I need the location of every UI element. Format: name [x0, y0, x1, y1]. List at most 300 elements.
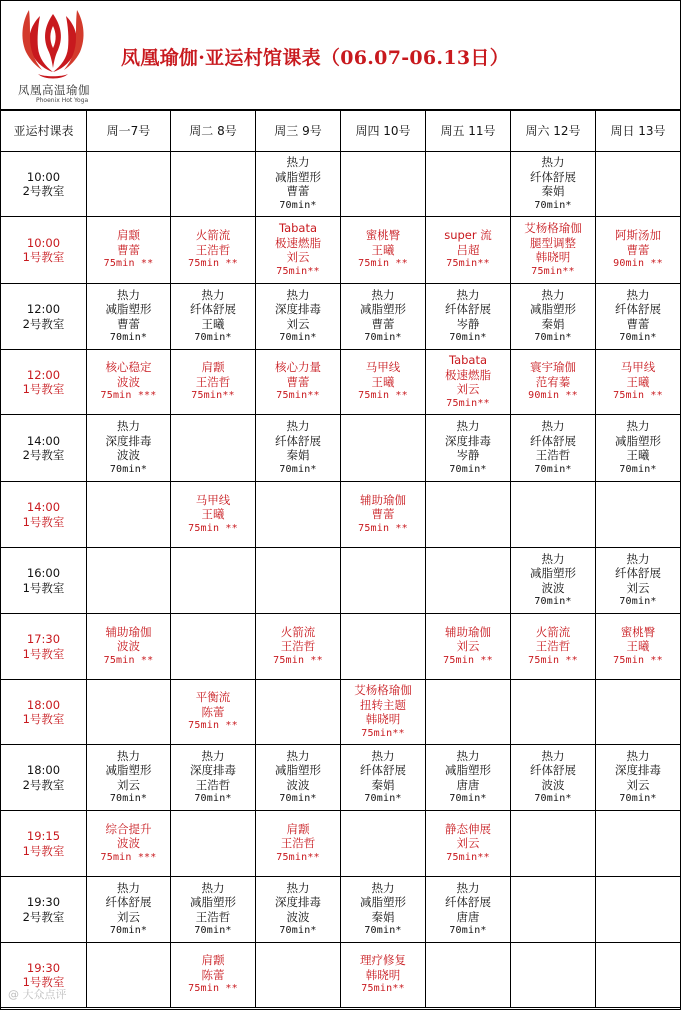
phoenix-logo-icon: [20, 6, 86, 82]
class-name-line: 热力: [201, 748, 225, 763]
class-name-line: 热力: [626, 287, 650, 302]
time-slot-cell: [1, 482, 87, 548]
instructor-name: 王曦: [201, 316, 225, 331]
instructor-name: 波波: [117, 448, 140, 462]
room-label: 1号教室: [22, 580, 65, 595]
class-cell[interactable]: [341, 482, 426, 548]
instructor-name: 刘云: [286, 316, 310, 331]
empty-cell: [511, 811, 596, 877]
empty-cell: [256, 482, 341, 548]
class-cell[interactable]: [171, 943, 256, 1008]
class-name-line: 纤体舒展: [530, 169, 576, 184]
duration-label: 75min **: [103, 258, 154, 270]
instructor-name: 陈蕾: [201, 967, 225, 982]
class-name-line: 热力: [286, 419, 310, 433]
duration-label: 75min**: [446, 397, 490, 409]
class-name-line: 肩颥: [117, 228, 140, 243]
class-cell[interactable]: [596, 415, 681, 482]
instructor-name: 吕超: [456, 242, 480, 257]
column-header-wed: 周三 9号: [256, 111, 341, 152]
empty-cell: [511, 943, 596, 1008]
class-name-line: 减脂塑形: [360, 302, 406, 316]
class-name-line: 热力: [286, 155, 310, 169]
class-cell[interactable]: [256, 284, 341, 350]
schedule-row: [1, 415, 681, 482]
duration-label: 75min**: [361, 983, 405, 995]
column-header-sat: 周六 12号: [511, 111, 596, 152]
instructor-name: 刘云: [626, 580, 650, 595]
column-header-mon: 周一7号: [87, 111, 171, 152]
time-label: 19:30: [26, 895, 61, 909]
class-name-line: 热力: [286, 880, 310, 895]
time-label: 18:00: [26, 697, 61, 712]
class-cell[interactable]: [511, 745, 596, 811]
class-cell[interactable]: [87, 614, 171, 680]
duration-label: 70min*: [449, 925, 487, 936]
empty-cell: [256, 680, 341, 745]
room-label: 1号教室: [22, 712, 65, 726]
class-cell[interactable]: [87, 745, 171, 811]
class-name-line: 热力: [456, 880, 480, 895]
instructor-name: 韩晓明: [365, 712, 401, 726]
duration-label: 70min*: [279, 793, 317, 804]
class-cell[interactable]: [256, 217, 341, 284]
empty-cell: [426, 680, 511, 745]
class-name-line: 热力: [201, 287, 225, 302]
class-name-line: 纤体舒展: [530, 433, 576, 448]
empty-cell: [87, 482, 171, 548]
time-slot-cell: [1, 680, 87, 745]
class-name-line: 热力: [626, 551, 650, 566]
duration-label: 90min **: [613, 258, 663, 270]
instructor-name: 波波: [286, 909, 310, 924]
room-label: 2号教室: [22, 184, 65, 198]
class-cell[interactable]: [596, 548, 681, 614]
class-name-line: 辅助瑜伽: [445, 624, 491, 639]
empty-cell: [426, 152, 511, 217]
duration-label: 75min ***: [100, 390, 157, 402]
class-cell[interactable]: [256, 877, 341, 943]
time-slot-cell: [1, 745, 87, 811]
class-name-line: 肩颥: [201, 360, 225, 375]
duration-label: 70min*: [619, 793, 657, 804]
brand-logo: [14, 6, 106, 102]
empty-cell: [511, 482, 596, 548]
class-name-line: 纤体舒展: [190, 302, 236, 316]
instructor-name: 王浩哲: [195, 242, 231, 257]
duration-label: 70min*: [364, 332, 402, 343]
empty-cell: [426, 548, 511, 614]
class-name-line: 热力: [117, 419, 140, 433]
class-cell[interactable]: [511, 152, 596, 217]
instructor-name: 王曦: [371, 374, 395, 389]
watermark: @ 大众点评: [8, 988, 67, 1001]
instructor-name: 刘云: [626, 777, 650, 792]
class-name-line: 蜜桃臀: [365, 228, 401, 243]
class-cell[interactable]: [87, 350, 171, 415]
class-cell[interactable]: [171, 680, 256, 745]
class-name-line: 辅助瑜伽: [105, 624, 152, 639]
duration-label: 70min*: [449, 332, 487, 343]
class-name-line: 纤体舒展: [275, 433, 321, 448]
class-name-line: Tabata: [448, 353, 488, 367]
duration-label: 70min*: [364, 793, 402, 804]
class-name-line: 艾杨格瑜伽: [524, 221, 582, 235]
class-cell[interactable]: [426, 745, 511, 811]
class-name-line: 火箭流: [195, 228, 231, 243]
class-name-line: 热力: [201, 880, 225, 895]
time-slot-cell: [1, 217, 87, 284]
class-name-line: 马甲线: [195, 492, 231, 507]
room-label: 2号教室: [22, 448, 65, 462]
instructor-name: 波波: [541, 580, 565, 595]
time-label: 17:30: [26, 632, 61, 646]
empty-cell: [171, 548, 256, 614]
class-name-line: 火箭流: [535, 624, 571, 639]
class-name-line: 热力: [371, 287, 395, 302]
column-header-sun: 周日 13号: [596, 111, 681, 152]
duration-label: 70min*: [619, 332, 657, 343]
class-name-line: 减脂塑形: [190, 895, 236, 909]
instructor-name: 唐唐: [456, 909, 480, 924]
class-cell[interactable]: [426, 217, 511, 284]
class-name-line: 腿型调整: [530, 235, 576, 250]
class-name-line: 综合提升: [105, 821, 152, 836]
class-cell[interactable]: [511, 217, 596, 284]
class-name-line: 减脂塑形: [360, 895, 406, 909]
duration-label: 90min **: [528, 390, 578, 402]
class-cell[interactable]: [171, 217, 256, 284]
class-name-line: 热力: [626, 748, 650, 763]
empty-cell: [171, 614, 256, 680]
class-name-line: 减脂塑形: [530, 566, 576, 580]
instructor-name: 波波: [117, 374, 140, 389]
class-name-line: 减脂塑形: [275, 763, 321, 777]
instructor-name: 刘云: [456, 382, 480, 396]
class-cell[interactable]: [341, 350, 426, 415]
class-cell[interactable]: [596, 217, 681, 284]
class-cell[interactable]: [87, 811, 171, 877]
time-slot-cell: [1, 284, 87, 350]
time-label: 19:15: [26, 829, 61, 843]
duration-label: 70min*: [109, 793, 148, 804]
empty-cell: [341, 415, 426, 482]
instructor-name: 刘云: [117, 777, 140, 792]
class-name-line: 热力: [286, 748, 310, 763]
class-name-line: 热力: [117, 287, 140, 302]
duration-label: 70min*: [109, 463, 148, 475]
empty-cell: [87, 680, 171, 745]
duration-label: 70min*: [194, 925, 232, 936]
time-slot-cell: [1, 152, 87, 217]
class-cell[interactable]: [341, 745, 426, 811]
class-name-line: 肩颥: [286, 821, 310, 836]
empty-cell: [596, 877, 681, 943]
class-cell[interactable]: [341, 680, 426, 745]
class-cell[interactable]: [87, 415, 171, 482]
instructor-name: 王浩哲: [195, 777, 231, 792]
class-name-line: 减脂塑形: [275, 169, 321, 184]
page-header: [0, 0, 681, 110]
duration-label: 75min **: [358, 390, 408, 402]
class-name-line: 减脂塑形: [445, 763, 491, 777]
class-cell[interactable]: [426, 284, 511, 350]
class-name-line: 热力: [117, 880, 140, 895]
empty-cell: [171, 811, 256, 877]
time-slot-cell: [1, 877, 87, 943]
duration-label: 75min **: [103, 654, 154, 666]
instructor-name: 王曦: [626, 639, 650, 654]
class-cell[interactable]: [171, 877, 256, 943]
schedule-row: [1, 217, 681, 284]
empty-cell: [171, 415, 256, 482]
schedule-header-row: [1, 111, 681, 152]
class-cell[interactable]: [256, 152, 341, 217]
empty-cell: [596, 943, 681, 1008]
class-name-line: 纤体舒展: [105, 895, 152, 909]
room-label: 1号教室: [22, 843, 65, 858]
class-cell[interactable]: [511, 284, 596, 350]
instructor-name: 波波: [117, 836, 140, 851]
empty-cell: [341, 152, 426, 217]
duration-label: 75min**: [361, 727, 405, 739]
duration-label: 75min**: [276, 265, 320, 277]
instructor-name: 岑静: [456, 448, 480, 462]
empty-cell: [426, 482, 511, 548]
time-slot-cell: [1, 811, 87, 877]
class-cell[interactable]: [426, 415, 511, 482]
schedule-row: [1, 745, 681, 811]
class-name-line: 蜜桃臀: [620, 624, 656, 639]
time-slot-cell: [1, 614, 87, 680]
duration-label: 75min **: [188, 983, 238, 995]
instructor-name: 唐唐: [456, 777, 480, 792]
class-name-line: 热力: [626, 419, 650, 433]
class-name-line: 纤体舒展: [530, 763, 576, 777]
class-cell[interactable]: [596, 614, 681, 680]
instructor-name: 王浩哲: [280, 836, 316, 851]
duration-label: 70min*: [619, 463, 657, 475]
class-cell[interactable]: [256, 811, 341, 877]
room-label: 1号教室: [22, 250, 65, 264]
class-cell[interactable]: [171, 482, 256, 548]
instructor-name: 范宥蓁: [535, 374, 571, 389]
room-label: 2号教室: [22, 777, 65, 792]
schedule-table: [0, 110, 681, 1008]
class-name-line: 扭转主题: [360, 697, 406, 712]
duration-label: 70min*: [534, 596, 572, 607]
instructor-name: 曹蕾: [286, 374, 310, 389]
class-name-line: 纤体舒展: [445, 302, 491, 316]
duration-label: 75min**: [276, 390, 320, 402]
class-name-line: 热力: [456, 419, 480, 433]
time-label: 10:00: [26, 235, 61, 250]
time-label: 14:00: [26, 500, 61, 514]
instructor-name: 王曦: [626, 374, 650, 389]
class-name-line: 热力: [541, 155, 565, 169]
class-cell[interactable]: [341, 877, 426, 943]
schedule-row: [1, 877, 681, 943]
class-cell[interactable]: [596, 350, 681, 415]
duration-label: 75min **: [358, 522, 408, 534]
column-header-tue: 周二 8号: [171, 111, 256, 152]
class-name-line: 热力: [371, 880, 395, 895]
class-cell[interactable]: [596, 284, 681, 350]
duration-label: 70min*: [109, 332, 148, 343]
duration-label: 75min**: [531, 265, 575, 277]
class-cell[interactable]: [511, 415, 596, 482]
class-name-line: 平衡流: [195, 690, 231, 705]
instructor-name: 刘云: [456, 836, 480, 851]
class-cell[interactable]: [341, 284, 426, 350]
room-label: 1号教室: [22, 514, 65, 529]
instructor-name: 波波: [286, 777, 310, 792]
time-slot-cell: [1, 415, 87, 482]
duration-label: 75min **: [188, 720, 238, 732]
class-cell[interactable]: [426, 877, 511, 943]
empty-cell: [87, 943, 171, 1008]
class-name-line: 马甲线: [365, 360, 401, 375]
empty-cell: [511, 680, 596, 745]
empty-cell: [596, 811, 681, 877]
instructor-name: 王浩哲: [195, 909, 231, 924]
class-cell[interactable]: [256, 350, 341, 415]
class-name-line: 静态伸展: [445, 821, 491, 836]
class-cell[interactable]: [426, 614, 511, 680]
instructor-name: 波波: [117, 639, 140, 654]
class-name-line: 马甲线: [620, 360, 656, 375]
class-name-line: Tabata: [278, 221, 318, 235]
class-name-line: 肩颥: [201, 953, 225, 968]
instructor-name: 王浩哲: [195, 374, 231, 389]
instructor-name: 秦娟: [541, 316, 565, 331]
room-label: 1号教室: [22, 975, 65, 989]
instructor-name: 王浩哲: [535, 639, 571, 654]
duration-label: 70min*: [534, 793, 572, 804]
class-cell[interactable]: [341, 217, 426, 284]
instructor-name: 韩晓明: [535, 250, 571, 264]
room-label: 2号教室: [22, 316, 65, 331]
room-label: 1号教室: [22, 646, 65, 661]
instructor-name: 陈蕾: [201, 704, 225, 719]
class-name-line: 理疗修复: [360, 953, 406, 968]
instructor-name: 秦娟: [371, 777, 395, 792]
empty-cell: [341, 548, 426, 614]
class-cell[interactable]: [596, 745, 681, 811]
duration-label: 75min**: [446, 851, 490, 863]
class-name-line: super 流: [444, 228, 492, 243]
class-cell[interactable]: [87, 877, 171, 943]
class-cell[interactable]: [511, 614, 596, 680]
class-name-line: 减脂塑形: [615, 433, 661, 448]
instructor-name: 曹蕾: [626, 242, 650, 257]
class-name-line: 热力: [541, 551, 565, 566]
schedule-row: [1, 284, 681, 350]
instructor-name: 刘云: [117, 909, 140, 924]
class-name-line: 极速燃脂: [275, 235, 321, 250]
class-name-line: 纤体舒展: [445, 895, 491, 909]
duration-label: 75min **: [273, 654, 323, 666]
page-title: 凤凰瑜伽·亚运村馆课表（06.07-06.13日）: [121, 47, 509, 69]
class-cell[interactable]: [426, 811, 511, 877]
class-cell[interactable]: [171, 350, 256, 415]
instructor-name: 曹蕾: [117, 316, 140, 331]
class-name-line: 深度排毒: [190, 763, 236, 777]
class-name-line: 极速燃脂: [445, 367, 491, 382]
duration-label: 70min*: [279, 463, 317, 475]
duration-label: 75min **: [188, 258, 238, 270]
class-cell[interactable]: [171, 284, 256, 350]
time-label: 14:00: [26, 433, 61, 448]
class-name-line: 核心力量: [275, 360, 321, 375]
class-cell[interactable]: [511, 350, 596, 415]
time-slot-cell: [1, 548, 87, 614]
instructor-name: 王曦: [626, 448, 650, 462]
schedule-row: [1, 614, 681, 680]
schedule-row: [1, 680, 681, 745]
empty-cell: [341, 614, 426, 680]
instructor-name: 秦娟: [541, 184, 565, 198]
room-label: 2号教室: [22, 909, 65, 924]
duration-label: 75min **: [358, 258, 408, 270]
class-cell[interactable]: [87, 284, 171, 350]
empty-cell: [256, 548, 341, 614]
instructor-name: 曹蕾: [286, 184, 310, 198]
class-cell[interactable]: [256, 745, 341, 811]
instructor-name: 刘云: [286, 250, 310, 264]
duration-label: 70min*: [194, 332, 232, 343]
duration-label: 75min**: [276, 851, 320, 863]
duration-label: 70min*: [279, 199, 317, 211]
duration-label: 75min **: [188, 522, 238, 534]
duration-label: 70min*: [449, 463, 487, 475]
instructor-name: 曹蕾: [117, 242, 140, 257]
duration-label: 70min*: [449, 793, 487, 804]
instructor-name: 曹蕾: [371, 316, 395, 331]
class-name-line: 阿斯汤加: [615, 228, 661, 243]
duration-label: 75min ***: [100, 851, 157, 863]
duration-label: 75min **: [528, 654, 578, 666]
empty-cell: [87, 152, 171, 217]
schedule-row: [1, 350, 681, 415]
duration-label: 75min**: [191, 390, 235, 402]
class-cell[interactable]: [341, 943, 426, 1008]
class-cell[interactable]: [87, 217, 171, 284]
time-label: 16:00: [26, 566, 61, 580]
instructor-name: 秦娟: [286, 448, 310, 462]
time-label: 12:00: [26, 367, 61, 382]
empty-cell: [511, 877, 596, 943]
class-name-line: 热力: [286, 287, 310, 302]
instructor-name: 王曦: [371, 242, 395, 257]
instructor-name: 刘云: [456, 639, 480, 654]
duration-label: 70min*: [279, 332, 317, 343]
class-name-line: 艾杨格瑜伽: [354, 683, 412, 697]
class-cell[interactable]: [256, 614, 341, 680]
class-cell[interactable]: [426, 350, 511, 415]
instructor-name: 波波: [541, 777, 565, 792]
class-cell[interactable]: [256, 415, 341, 482]
class-name-line: 深度排毒: [105, 433, 152, 448]
class-name-line: 减脂塑形: [105, 302, 152, 316]
column-header-fri: 周五 11号: [426, 111, 511, 152]
class-cell[interactable]: [171, 745, 256, 811]
instructor-name: 曹蕾: [371, 507, 395, 522]
class-cell[interactable]: [511, 548, 596, 614]
empty-cell: [87, 548, 171, 614]
class-name-line: 热力: [117, 748, 140, 763]
instructor-name: 秦娟: [371, 909, 395, 924]
